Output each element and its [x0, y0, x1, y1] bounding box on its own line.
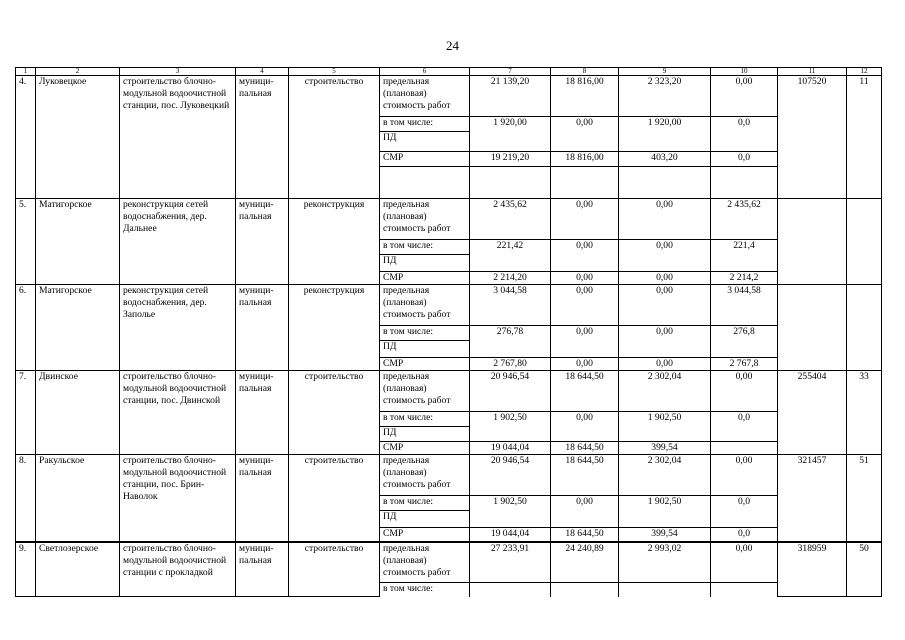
including-label: в том числе: [380, 117, 470, 132]
smr-value: 403,20 [619, 152, 711, 167]
cost-label: предельная (плановая) стоимость работ [380, 371, 470, 412]
cost-value: 0,00 [551, 199, 619, 240]
column-number: 11 [778, 68, 847, 76]
empty-cell [470, 167, 551, 199]
smr-value: 19 044,04 [470, 442, 551, 455]
table-row [16, 455, 882, 496]
cost-value: 2 302,04 [619, 455, 711, 496]
empty-cell [619, 167, 711, 199]
smr-value: 0,00 [619, 272, 711, 285]
pd-value: 0,00 [551, 496, 619, 528]
cost-value: 20 946,54 [470, 371, 551, 412]
column-number: 3 [120, 68, 236, 76]
cost-value: 0,00 [551, 285, 619, 326]
pd-value: 1 920,00 [619, 117, 711, 152]
cost-label: предельная (плановая) стоимость работ [380, 542, 470, 583]
municipality-name: Ракульское [36, 455, 120, 542]
column-number: 10 [711, 68, 778, 76]
municipality-name: Матигорское [36, 285, 120, 371]
pd-label: ПД [380, 511, 470, 528]
pd-value: 1 902,50 [470, 412, 551, 442]
pd-value: 0,00 [551, 117, 619, 152]
col11-value: 318959 [778, 542, 847, 597]
smr-value: 0,0 [711, 528, 778, 542]
cost-value: 21 139,20 [470, 76, 551, 117]
ownership: муници-пальная [236, 455, 289, 542]
smr-value: 399,54 [619, 442, 711, 455]
smr-value: 18 644,50 [551, 442, 619, 455]
smr-value: 0,00 [551, 358, 619, 371]
municipality-name: Светлозерское [36, 542, 120, 597]
cost-value: 0,00 [619, 285, 711, 326]
row-number: 8. [16, 455, 36, 542]
pd-value: 1 902,50 [470, 496, 551, 528]
cost-value: 20 946,54 [470, 455, 551, 496]
pd-value: 0,0 [711, 412, 778, 442]
row-number: 9. [16, 542, 36, 597]
smr-label: СМР [380, 442, 470, 455]
smr-value: 0,00 [551, 272, 619, 285]
cost-value: 18 644,50 [551, 371, 619, 412]
pd-label: ПД [380, 427, 470, 442]
smr-value: 399,54 [619, 528, 711, 542]
column-number: 7 [470, 68, 551, 76]
col12-value [847, 285, 882, 371]
pd-label: ПД [380, 132, 470, 152]
table-row [16, 542, 882, 583]
cost-value: 0,00 [711, 542, 778, 583]
smr-value: 19 219,20 [470, 152, 551, 167]
smr-value [711, 442, 778, 455]
smr-value: 2 214,20 [470, 272, 551, 285]
including-label: в том числе: [380, 326, 470, 341]
empty-cell [619, 583, 711, 597]
col12-value: 51 [847, 455, 882, 542]
smr-value: 2 767,80 [470, 358, 551, 371]
including-label: в том числе: [380, 496, 470, 511]
ownership: муници-пальная [236, 285, 289, 371]
col12-value: 50 [847, 542, 882, 597]
cost-label: предельная (плановая) стоимость работ [380, 455, 470, 496]
work-type: реконструкция [289, 199, 380, 285]
cost-value: 0,00 [711, 371, 778, 412]
col11-value: 107520 [778, 76, 847, 199]
smr-label: СМР [380, 358, 470, 371]
pd-value: 276,78 [470, 326, 551, 358]
column-number: 12 [847, 68, 882, 76]
pd-value: 0,00 [551, 240, 619, 272]
cost-label: предельная (плановая) стоимость работ [380, 285, 470, 326]
object-description: строительство блочно-модульной водоочистной станции с прокладкой [120, 542, 236, 597]
cost-value: 0,00 [711, 76, 778, 117]
smr-label: СМР [380, 272, 470, 285]
empty-cell [380, 167, 470, 199]
including-label: в том числе: [380, 412, 470, 427]
work-type: строительство [289, 371, 380, 455]
smr-value: 18 644,50 [551, 528, 619, 542]
pd-value: 0,0 [711, 117, 778, 152]
smr-label: СМР [380, 152, 470, 167]
smr-value: 0,0 [711, 152, 778, 167]
municipality-name: Двинское [36, 371, 120, 455]
empty-cell [711, 583, 778, 597]
column-number: 5 [289, 68, 380, 76]
including-label: в том числе: [380, 240, 470, 255]
object-description: реконструкция сетей водоснабжения, дер. Заполье [120, 285, 236, 371]
pd-label: ПД [380, 341, 470, 358]
column-number: 2 [36, 68, 120, 76]
column-number: 4 [236, 68, 289, 76]
col12-value: 33 [847, 371, 882, 455]
column-number-row [16, 68, 882, 76]
empty-cell [470, 583, 551, 597]
column-number: 6 [380, 68, 470, 76]
smr-value: 19 044,04 [470, 528, 551, 542]
pd-value: 276,8 [711, 326, 778, 358]
column-number: 9 [619, 68, 711, 76]
work-type: реконструкция [289, 285, 380, 371]
ownership: муници-пальная [236, 542, 289, 597]
cost-label: предельная (плановая) стоимость работ [380, 76, 470, 117]
cost-value: 2 993,02 [619, 542, 711, 583]
cost-value: 2 435,62 [711, 199, 778, 240]
smr-label: СМР [380, 528, 470, 542]
pd-value: 0,00 [551, 326, 619, 358]
pd-value: 0,00 [551, 412, 619, 442]
work-type: строительство [289, 542, 380, 597]
pd-value: 0,00 [619, 326, 711, 358]
table-row [16, 199, 882, 240]
row-number: 6. [16, 285, 36, 371]
pd-value: 0,00 [619, 240, 711, 272]
cost-value: 18 816,00 [551, 76, 619, 117]
pd-value: 1 902,50 [619, 496, 711, 528]
table-row [16, 76, 882, 117]
cost-label: предельная (плановая) стоимость работ [380, 199, 470, 240]
object-description: строительство блочно-модульной водоочистной станции, пос. Луковецкий [120, 76, 236, 199]
including-label: в том числе: [380, 583, 470, 597]
pd-value: 1 920,00 [470, 117, 551, 152]
municipality-name: Луковецкое [36, 76, 120, 199]
cost-value: 18 644,50 [551, 455, 619, 496]
pd-value: 221,4 [711, 240, 778, 272]
cost-value: 0,00 [711, 455, 778, 496]
empty-cell [551, 583, 619, 597]
object-description: реконструкция сетей водоснабжения, дер. Дальнее [120, 199, 236, 285]
table-row [16, 371, 882, 412]
ownership: муници-пальная [236, 199, 289, 285]
pd-value: 221,42 [470, 240, 551, 272]
cost-value: 0,00 [619, 199, 711, 240]
pd-value: 0,0 [711, 496, 778, 528]
municipality-name: Матигорское [36, 199, 120, 285]
col12-value: 11 [847, 76, 882, 199]
work-type: строительство [289, 455, 380, 542]
ownership: муници-пальная [236, 371, 289, 455]
row-number: 4. [16, 76, 36, 199]
empty-cell [551, 167, 619, 199]
cost-value: 24 240,89 [551, 542, 619, 583]
pd-label: ПД [380, 255, 470, 272]
cost-value: 3 044,58 [470, 285, 551, 326]
investment-table [15, 67, 882, 597]
object-description: строительство блочно-модульной водоочистной станции, пос. Брин-Наволок [120, 455, 236, 542]
cost-value: 3 044,58 [711, 285, 778, 326]
cost-value: 2 323,20 [619, 76, 711, 117]
work-type: строительство [289, 76, 380, 199]
ownership: муници-пальная [236, 76, 289, 199]
column-number: 1 [16, 68, 36, 76]
col12-value [847, 199, 882, 285]
object-description: строительство блочно-модульной водоочистной станции, пос. Двинской [120, 371, 236, 455]
cost-value: 2 435,62 [470, 199, 551, 240]
col11-value [778, 285, 847, 371]
row-number: 7. [16, 371, 36, 455]
row-number: 5. [16, 199, 36, 285]
smr-value: 0,00 [619, 358, 711, 371]
cost-value: 2 302,04 [619, 371, 711, 412]
cost-value: 27 233,91 [470, 542, 551, 583]
empty-cell [711, 167, 778, 199]
smr-value: 18 816,00 [551, 152, 619, 167]
col11-value: 321457 [778, 455, 847, 542]
page-number: 24 [446, 38, 459, 53]
smr-value: 2 214,2 [711, 272, 778, 285]
table-row [16, 285, 882, 326]
col11-value: 255404 [778, 371, 847, 455]
smr-value: 2 767,8 [711, 358, 778, 371]
col11-value [778, 199, 847, 285]
pd-value: 1 902,50 [619, 412, 711, 442]
column-number: 8 [551, 68, 619, 76]
